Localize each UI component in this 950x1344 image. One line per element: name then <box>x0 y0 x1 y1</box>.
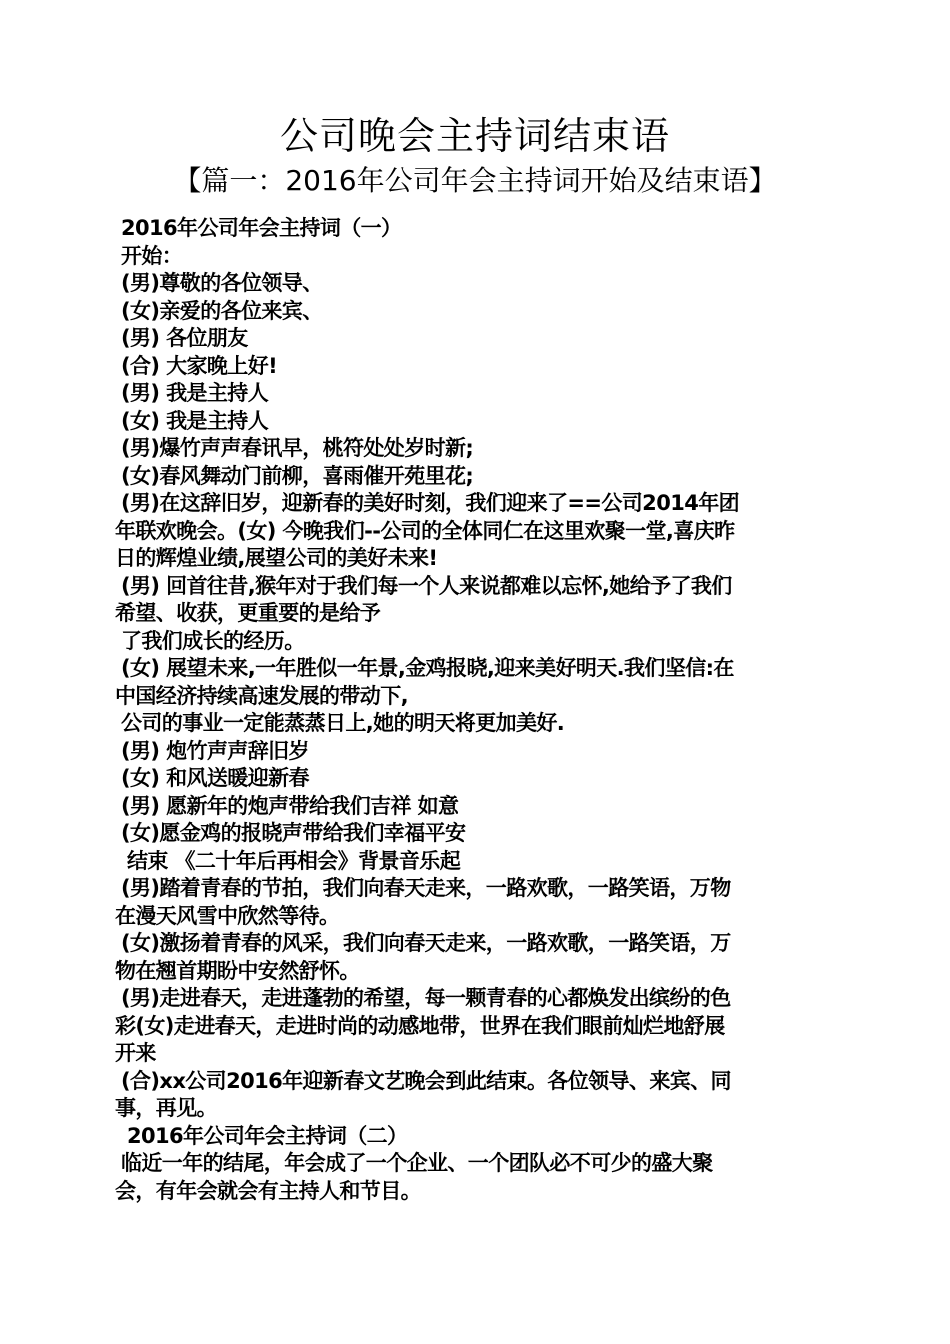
text-line: (男) 炮竹声声辞旧岁 <box>121 738 309 763</box>
document-title: 公司晚会主持词结束语 <box>279 114 670 158</box>
text-line: 物在翘首期盼中安然舒怀。 <box>115 958 360 983</box>
document-subtitle: 【篇一：2016年公司年会主持词开始及结束语】 <box>173 164 777 197</box>
text-line: (女)亲爱的各位来宾、 <box>121 298 323 323</box>
text-line: 彩(女)走进春天，走进时尚的动感地带，世界在我们眼前灿烂地舒展 <box>115 1013 725 1038</box>
text-line: 日的辉煌业绩,展望公司的美好未来! <box>115 546 438 570</box>
text-line: 临近一年的结尾，年会成了一个企业、一个团队必不可少的盛大聚 <box>121 1151 713 1175</box>
text-line: (女) 我是主持人 <box>121 408 269 433</box>
text-line: (男)踏着青春的节拍，我们向春天走来，一路欢歌，一路笑语，万物 <box>121 876 731 900</box>
text-line: (女)激扬着青春的风采，我们向春天走来，一路欢歌，一路笑语，万 <box>121 931 731 955</box>
text-line: (男)爆竹声声春讯早，桃符处处岁时新; <box>121 436 474 460</box>
text-line: 开来 <box>115 1041 156 1065</box>
text-line: 2016年公司年会主持词（一） <box>121 216 402 240</box>
text-line: (女) 和风送暖迎新春 <box>121 766 309 790</box>
text-line: 公司的事业一定能蒸蒸日上,她的明天将更加美好. <box>121 711 565 735</box>
text-line: (男)走进春天，走进蓬勃的希望，每一颗青春的心都焕发出缤纷的色 <box>121 986 731 1010</box>
text-line: (合)xx公司2016年迎新春文艺晚会到此结束。各位领导、来宾、同 <box>121 1068 731 1093</box>
text-line: (男) 回首往昔,猴年对于我们每一个人来说都难以忘怀,她给予了我们 <box>121 573 732 598</box>
text-line: 会，有年会就会有主持人和节目。 <box>115 1178 421 1203</box>
text-line: (男) 愿新年的炮声带给我们吉祥 如意 <box>121 793 459 818</box>
text-line: 中国经济持续高速发展的带动下, <box>115 683 408 708</box>
text-line: 开始： <box>121 243 183 268</box>
text-line: 结束 《二十年后再相会》背景音乐起 <box>127 848 461 873</box>
text-line: (女)春风舞动门前柳，喜雨催开苑里花; <box>121 463 474 488</box>
text-line: 在漫天风雪中欣然等待。 <box>115 903 340 928</box>
text-line: 年联欢晚会。(女) 今晚我们--公司的全体同仁在这里欢聚一堂,喜庆昨 <box>115 518 735 543</box>
document-body <box>115 215 835 1205</box>
text-line: (男) 我是主持人 <box>121 381 269 405</box>
text-line: 事，再见。 <box>115 1096 217 1120</box>
text-line: (男) 各位朋友 <box>121 326 248 350</box>
text-line: (合) 大家晚上好! <box>121 353 278 378</box>
text-line: 希望、收获，更重要的是给予 <box>115 601 381 625</box>
text-line: 2016年公司年会主持词（二） <box>127 1123 408 1148</box>
text-line: 了我们成长的经历。 <box>121 628 305 653</box>
text-line: (男)在这辞旧岁，迎新春的美好时刻，我们迎来了==公司2014年团 <box>121 491 740 515</box>
text-line: (女) 展望未来,一年胜似一年景,金鸡报晓,迎来美好明天.我们坚信:在 <box>121 656 734 680</box>
text-line: (女)愿金鸡的报晓声带给我们幸福平安 <box>121 821 466 845</box>
text-line: (男)尊敬的各位领导、 <box>121 271 323 295</box>
